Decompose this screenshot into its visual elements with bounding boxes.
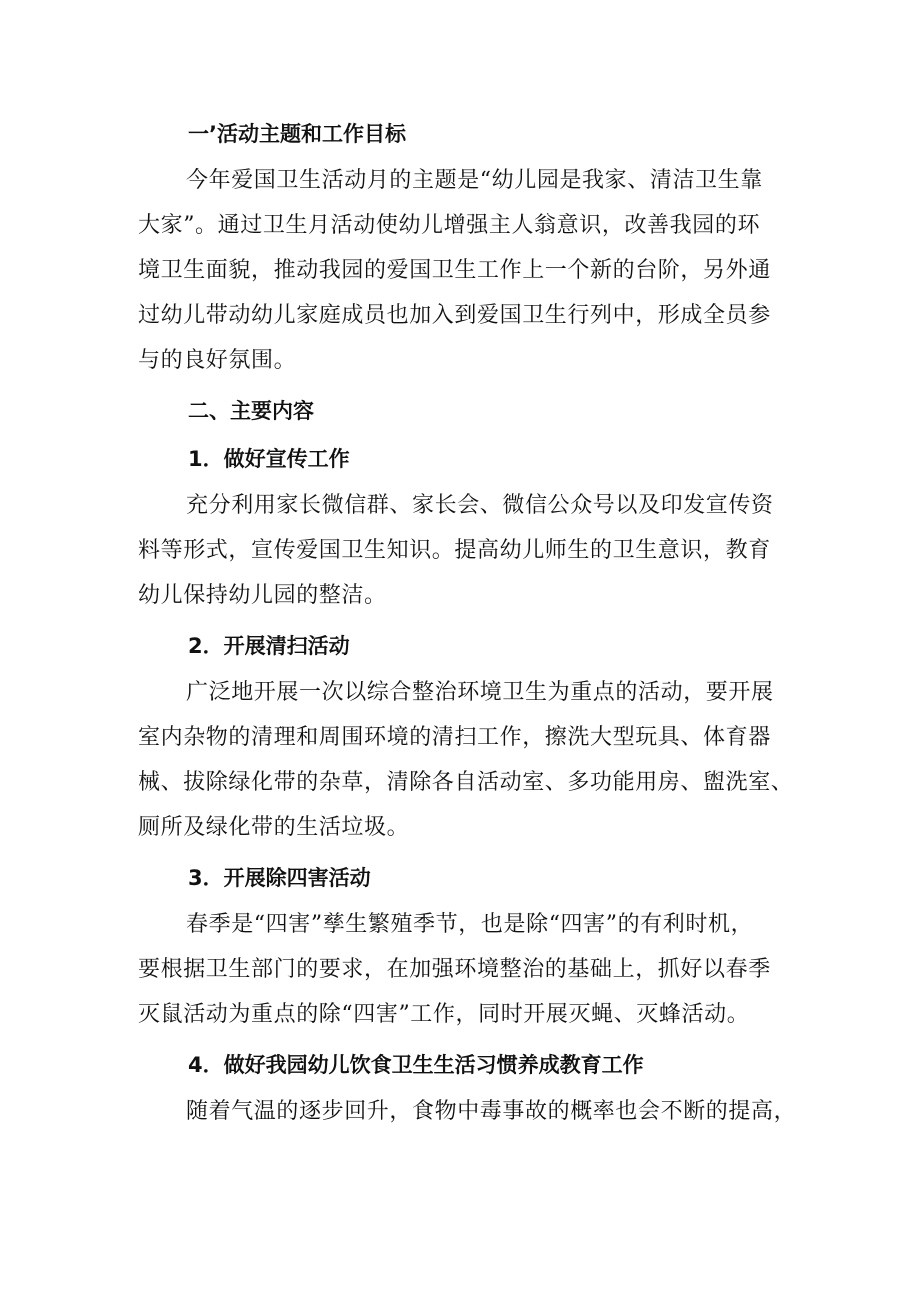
section-heading-publicity: 1．做好宣传工作 (188, 447, 350, 471)
paragraph-cleaning (138, 670, 798, 850)
paragraph-four-pests (138, 902, 798, 1037)
paragraph-publicity (138, 483, 798, 618)
paragraph-line: 灭鼠活动为重点的除“四害”工作，同时开展灭蝇、灭蜂活动。 (138, 1002, 750, 1027)
paragraph-food-hygiene (138, 1089, 798, 1134)
paragraph-line: 今年爱国卫生活动月的主题是“幼儿园是我家、清洁卫生靠 (186, 168, 763, 193)
paragraph-line: 充分利用家长微信群、家长会、微信公众号以及印发宣传资 (186, 493, 774, 518)
paragraph-theme (138, 158, 798, 383)
paragraph-line: 要根据卫生部门的要求，在加强环境整治的基础上，抓好以春季 (138, 957, 771, 982)
paragraph-line: 厕所及绿化带的生活垃圾。 (138, 815, 410, 840)
paragraph-line: 广泛地开展一次以综合整治环境卫生为重点的活动，要开展 (186, 680, 774, 705)
document-page (138, 110, 798, 1134)
section-heading-cleaning: 2．开展清扫活动 (188, 634, 350, 658)
paragraph-line: 春季是“四害”孳生繁殖季节，也是除“四害”的有利时机， (186, 912, 754, 937)
paragraph-line: 随着气温的逐步回升，食物中毒事故的概率也会不断的提高， (186, 1099, 797, 1124)
section-heading-main-content: 二、主要内容 (188, 399, 314, 423)
paragraph-line: 料等形式，宣传爱国卫生知识。提高幼儿师生的卫生意识，教育 (138, 538, 771, 563)
paragraph-line: 室内杂物的清理和周围环境的清扫工作，擦洗大型玩具、体育器 (138, 725, 771, 750)
paragraph-line: 过幼儿带动幼儿家庭成员也加入到爱国卫生行列中，形成全员参 (138, 303, 771, 328)
paragraph-line: 械、拔除绿化带的杂草，清除各自活动室、多功能用房、盥洗室、 (138, 770, 794, 795)
paragraph-line: 与的良好氛围。 (138, 348, 297, 373)
paragraph-line: 幼儿保持幼儿园的整洁。 (138, 583, 387, 608)
section-heading-theme: 一’活动主题和工作目标 (188, 122, 406, 146)
section-heading-four-pests: 3．开展除四害活动 (188, 866, 371, 890)
paragraph-line: 大家”。通过卫生月活动使幼儿增强主人翁意识，改善我园的环 (138, 213, 761, 238)
paragraph-line: 境卫生面貌，推动我园的爱国卫生工作上一个新的台阶，另外通 (138, 258, 771, 283)
section-heading-food-hygiene: 4．做好我园幼儿饮食卫生生活习惯养成教育工作 (188, 1053, 644, 1077)
